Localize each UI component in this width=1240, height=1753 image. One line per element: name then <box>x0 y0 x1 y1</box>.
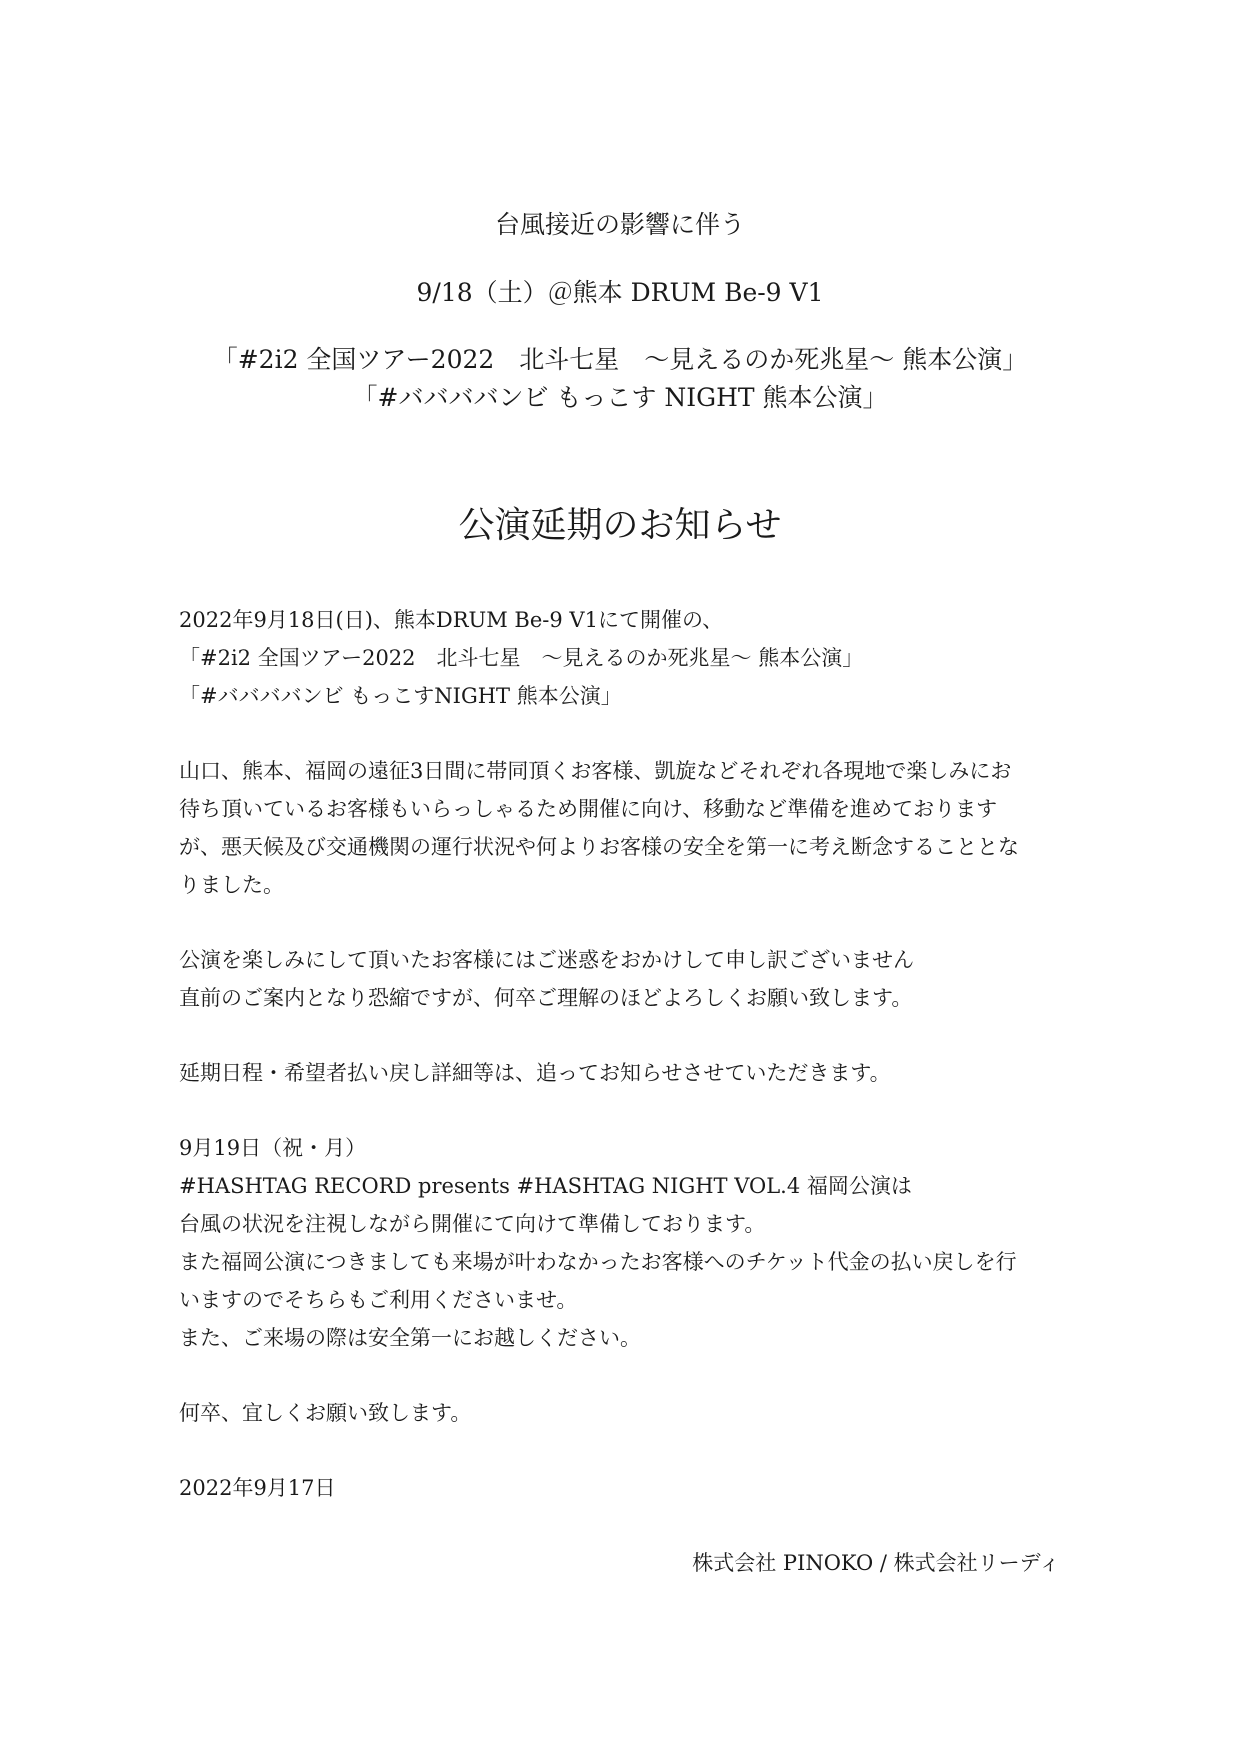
reason-line: 待ち頂いているお客様もいらっしゃるため開催に向け、移動など準備を進めております <box>179 797 998 821</box>
refund-notice: 延期日程・希望者払い戻し詳細等は、追ってお知らせさせていただきます。 <box>179 1061 891 1085</box>
apology-line: 直前のご案内となり恐縮ですが、何卒ご理解のほどよろしくお願い致します。 <box>179 986 913 1010</box>
header-subtitle: 台風接近の影響に伴う <box>494 210 745 239</box>
fukuoka-line: いますのでそちらもご利用くださいませ。 <box>179 1288 578 1312</box>
fukuoka-line: 台風の状況を注視しながら開催にて向けて準備しております。 <box>179 1212 766 1236</box>
header-event-name-2: 「#ババババンビ もっこす NIGHT 熊本公演」 <box>352 383 888 412</box>
header-event-name-1: 「#2i2 全国ツアー2022 北斗七星 〜見えるのか死兆星〜 熊本公演」 <box>212 345 1028 374</box>
page-title: 公演延期のお知らせ <box>458 505 782 546</box>
company-signature: 株式会社 PINOKO / 株式会社リーディ <box>692 1551 1060 1575</box>
reason-line: りました。 <box>179 873 284 897</box>
intro-line: 「#2i2 全国ツアー2022 北斗七星 〜見えるのか死兆星〜 熊本公演」 <box>179 646 864 670</box>
reason-line: が、悪天候及び交通機関の運行状況や何よりお客様の安全を第一に考え断念することとな <box>179 835 1019 859</box>
reason-line: 山口、熊本、福岡の遠征3日間に帯同頂くお客様、凱旋などそれぞれ各現地で楽しみにお <box>179 759 1012 783</box>
header-event-date: 9/18（土）＠熊本 DRUM Be-9 V1 <box>416 278 824 307</box>
fukuoka-line: また福岡公演につきましても来場が叶わなかったお客様へのチケット代金の払い戻しを行 <box>179 1250 1017 1274</box>
fukuoka-line: また、ご来場の際は安全第一にお越しください。 <box>179 1326 641 1350</box>
intro-line: 「#ババババンビ もっこすNIGHT 熊本公演」 <box>179 684 622 708</box>
notice-date: 2022年9月17日 <box>179 1476 336 1500</box>
closing-line: 何卒、宜しくお願い致します。 <box>179 1401 472 1425</box>
apology-line: 公演を楽しみにして頂いたお客様にはご迷惑をおかけして申し訳ございません <box>179 948 914 972</box>
fukuoka-line: #HASHTAG RECORD presents #HASHTAG NIGHT VOL.4 福岡公演は <box>179 1174 912 1198</box>
fukuoka-line: 9月19日（祝・月） <box>179 1136 367 1160</box>
intro-line: 2022年9月18日(日)、熊本DRUM Be-9 V1にて開催の、 <box>179 608 724 632</box>
